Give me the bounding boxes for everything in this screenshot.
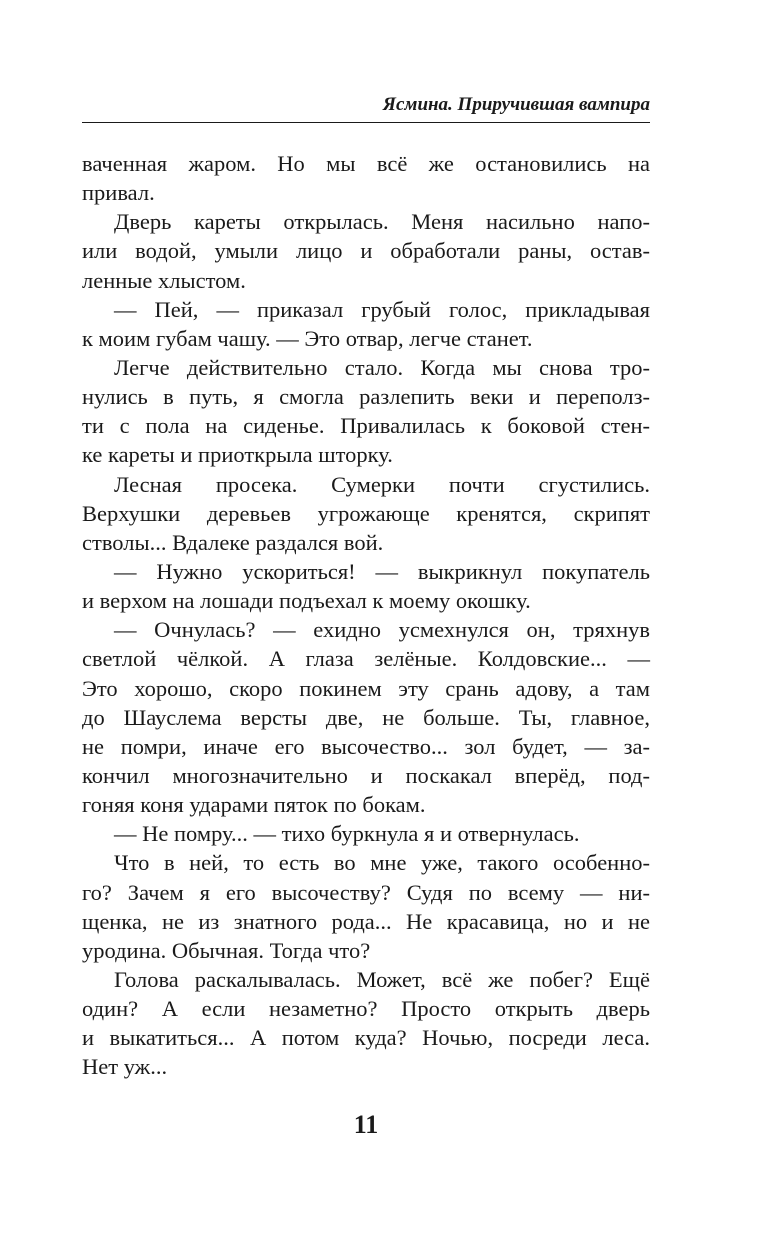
page-number: 11: [353, 1110, 379, 1139]
text-line: ти с пола на сиденье. Привалилась к боковой стен-: [82, 413, 650, 439]
running-head: Ясмина. Приручившая вампира: [382, 94, 650, 115]
text-line: светлой чёлкой. А глаза зелёные. Колдовские... —: [82, 646, 650, 672]
text-line: гоняя коня ударами пяток по бокам.: [82, 792, 426, 818]
text-line: к моим губам чашу. — Это отвар, легче станет.: [82, 325, 533, 351]
text-line: ваченная жаром. Но мы всё же остановились на: [82, 151, 650, 176]
text-line: и выкатиться... А потом куда? Ночью, посреди леса.: [82, 1025, 650, 1051]
text-line: — Не помру... — тихо буркнула я и отвернулась.: [114, 821, 580, 847]
text-line: нулись в путь, я смогла разлепить веки и переполз-: [82, 384, 650, 410]
text-line: привал.: [82, 180, 155, 206]
text-line: — Пей, — приказал грубый голос, прикладывая: [114, 296, 650, 322]
text-line: Что в ней, то есть во мне уже, такого особенно-: [114, 850, 650, 876]
text-line: щенка, не из знатного рода... Не красавица, но и не: [82, 908, 650, 934]
text-line: Нет уж...: [82, 1054, 168, 1080]
text-line: го? Зачем я его высочеству? Судя по всему — ни-: [82, 879, 650, 905]
text-line: уродина. Обычная. Тогда что?: [82, 937, 371, 963]
text-line: или водой, умыли лицо и обработали раны, остав-: [82, 238, 650, 264]
text-line: Верхушки деревьев угрожающе кренятся, скрипят: [82, 500, 650, 526]
text-line: не помри, иначе его высочество... зол будет, — за-: [82, 733, 650, 759]
text-line: Голова раскалывалась. Может, всё же побег? Ещё: [114, 966, 650, 992]
text-line: ке кареты и приоткрыла шторку.: [82, 442, 393, 468]
body-text: [82, 149, 650, 1082]
text-line: стволы... Вдалеке раздался вой.: [82, 529, 384, 555]
header-rule: [82, 122, 650, 123]
text-line: кончил многозначительно и поскакал вперёд, под-: [82, 762, 650, 788]
text-line: Дверь кареты открылась. Меня насильно напо-: [114, 209, 650, 235]
text-line: Легче действительно стало. Когда мы снова тро-: [114, 354, 650, 380]
text-line: Лесная просека. Сумерки почти сгустились.: [114, 471, 650, 497]
text-line: — Нужно ускориться! — выкрикнул покупатель: [114, 558, 650, 584]
text-line: — Очнулась? — ехидно усмехнулся он, тряхнув: [114, 617, 650, 643]
text-line: Это хорошо, скоро покинем эту срань адову, а там: [82, 675, 650, 701]
text-line: ленные хлыстом.: [82, 267, 246, 293]
text-line: до Шауслема версты две, не больше. Ты, главное,: [82, 704, 650, 730]
text-line: один? А если незаметно? Просто открыть дверь: [82, 996, 650, 1022]
text-line: и верхом на лошади подъехал к моему окошку.: [82, 588, 531, 614]
